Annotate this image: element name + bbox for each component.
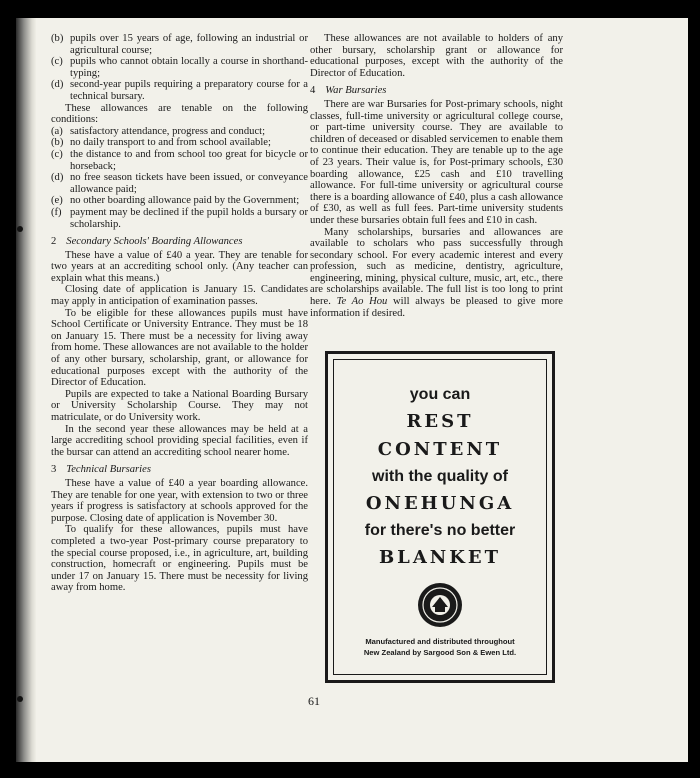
paragraph: These allowances are tenable on the following conditions:: [51, 102, 308, 126]
paragraph: To qualify for these allowances, pupils must have completed a two-year Post-primary course preparatory to the special course proposed, i.e., in agriculture, art, building construction, homecraft or engineering. Pupils must be under 17 on January 15. There must be necessity for living away from home.: [51, 524, 308, 594]
right-column: [310, 33, 563, 319]
list-item: (f) payment may be declined if the pupil holds a bursary or scholarship.: [51, 206, 308, 230]
paragraph: Pupils are expected to take a National Boarding Bursary or University Scholarship Course. They may not matriculate, or do University work.: [51, 388, 308, 423]
list-item: (a) satisfactory attendance, progress and conduct;: [51, 125, 266, 137]
ad-line: with the quality of: [372, 468, 508, 485]
paragraph: Many scholarships, bursaries and allowances are available to scholars who pass successfully through secondary school. For every academic interest and every profession, such as medicine, dentistry, agriculture, engineering, mining, physical culture, music, art, etc., there are scholarships available. The full list is too long to print here. Te Ao Hou will always be pleased to give more information if desired.: [310, 226, 563, 319]
section-heading: 4 War Bursaries: [310, 85, 387, 97]
ad-brand-name: ONEHUNGA: [365, 493, 515, 514]
ad-footer-line: New Zealand by Sargood Son & Ewen Ltd.: [363, 648, 517, 657]
brand-seal-icon: [417, 582, 463, 628]
paragraph: To be eligible for these allowances pupils must have School Certificate or University Entrance. They must be 18 on January 15. There must be a necessity for living away from home. These allowances are not available to the holder of any other bursary, scholarship, grant, or allowance for educational purposes except with the authority of the Director of Education.: [51, 307, 308, 389]
list-item: (e) no other boarding allowance paid by the Government;: [51, 195, 300, 207]
ad-line: you can: [409, 386, 471, 403]
ad-headline: BLANKET: [378, 547, 502, 568]
paragraph: These have a value of £40 a year boarding allowance. They are tenable for one year, with extension to two or three years if progress is satisfactory at schools approved for the purpose. Closing date of application is November 30.: [51, 477, 308, 524]
binding-staple: [17, 696, 23, 702]
section-heading: 3 Technical Bursaries: [51, 464, 151, 476]
paragraph: In the second year these allowances may be held at a large accrediting school providing special facilities, even if the bursar can attend an accrediting school nearer home.: [51, 423, 308, 458]
section-heading: 2 Secondary Schools' Boarding Allowances: [51, 236, 243, 248]
ad-headline: REST: [406, 411, 474, 432]
list-item: (c) pupils who cannot obtain locally a course in shorthand-typing;: [51, 56, 308, 79]
list-item: (b) pupils over 15 years of age, following an industrial or agricultural course;: [51, 33, 308, 56]
paragraph: These have a value of £40 a year. They are tenable for two years at an accrediting school only. (Any teacher can explain what this means.): [51, 249, 308, 284]
page-number: 61: [308, 694, 320, 708]
list-item: (b) no daily transport to and from school available;: [51, 137, 271, 149]
book-gutter: [16, 18, 36, 762]
paragraph: There are war Bursaries for Post-primary schools, night classes, full-time university or agricultural college course, or part-time university course. They are available to children of deceased or disabled servicemen to enable them to continue their education. They are tenable up to the age of 23 years. Their value is, for Post-primary schools, £30 boarding allowance, £25 cash and £10 travelling allowance. For full-time university or agricultural course there is a boarding allowance of £40, plus a cash allowance of £30, as well as full fees. Part-time university students under these bursaries obtain full fees and £10 in cash.: [310, 98, 563, 226]
paragraph: These allowances are not available to holders of any other bursary, scholarship grant or allowance for educational purposes, except with the authority of the Director of Education.: [310, 33, 563, 79]
ad-line: for there's no better: [364, 522, 516, 539]
advertisement-inner-frame: [333, 359, 547, 675]
blanket-advertisement: [325, 351, 555, 683]
ad-footer-line: Manufactured and distributed throughout: [365, 637, 515, 646]
list-item: (d) no free season tickets have been issued, or conveyance allowance paid;: [51, 172, 308, 195]
list-item: (c) the distance to and from school too great for bicycle or horseback;: [51, 148, 308, 172]
paragraph: Closing date of application is January 15. Candidates may apply in anticipation of examination passes.: [51, 284, 308, 308]
ad-headline: CONTENT: [377, 439, 503, 460]
list-item: (d) second-year pupils requiring a preparatory course for a technical bursary.: [51, 79, 308, 102]
binding-staple: [17, 226, 23, 232]
left-column: [51, 33, 308, 594]
